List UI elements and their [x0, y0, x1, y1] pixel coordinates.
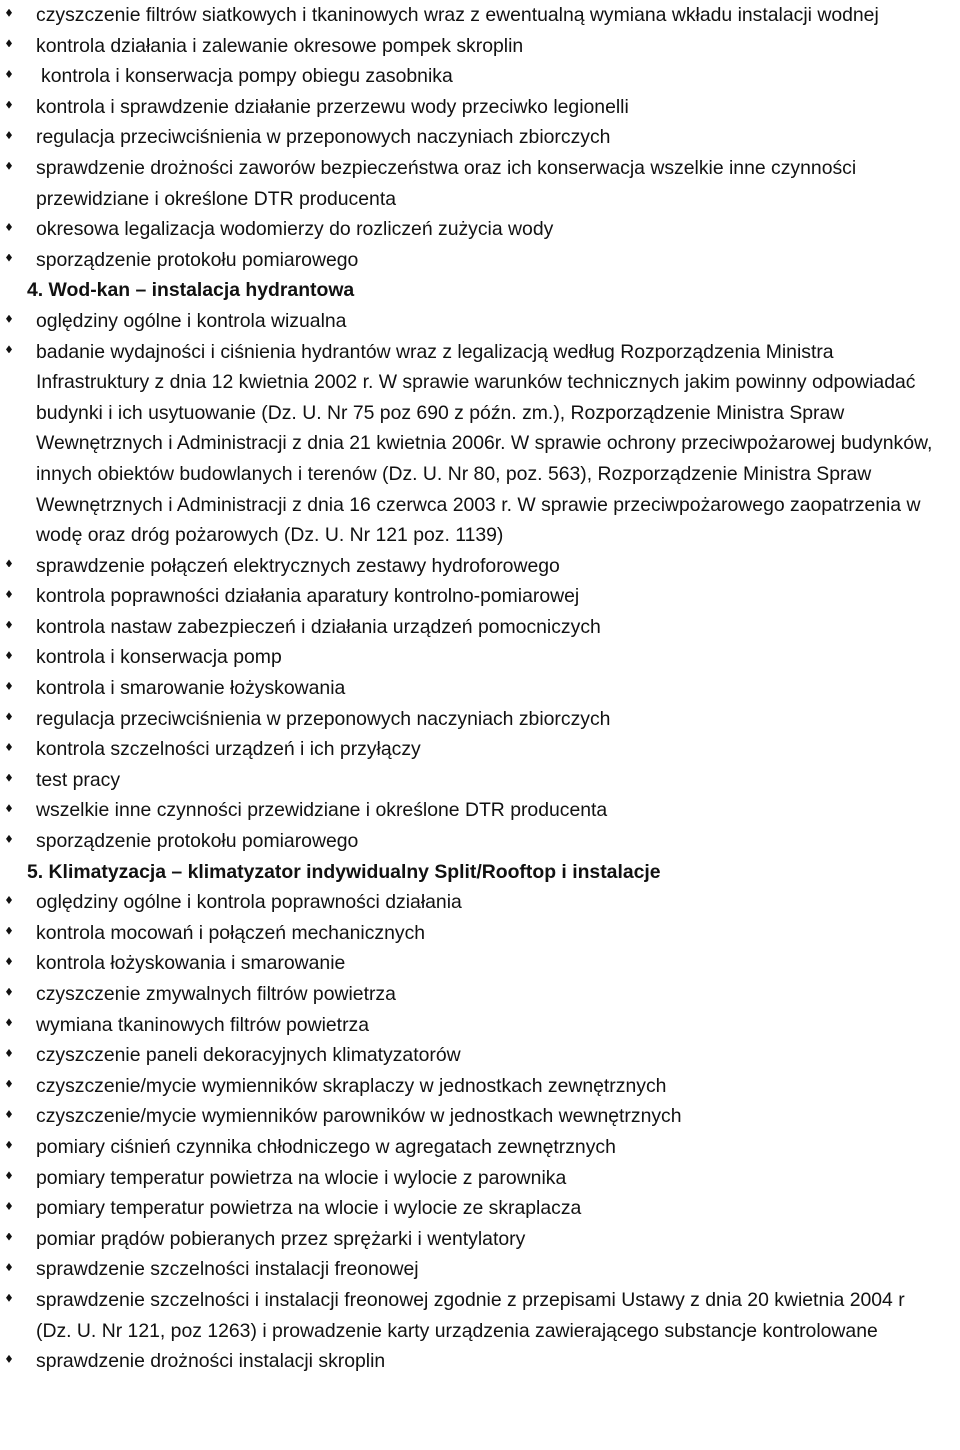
list-item: kontrola i konserwacja pompy obiegu zasobnika: [0, 61, 936, 92]
diamond-bullet-icon: [1, 704, 17, 735]
list-item: sprawdzenie szczelności instalacji freonowej: [0, 1254, 936, 1285]
diamond-bullet-icon: [1, 245, 17, 276]
list-item: test pracy: [0, 765, 936, 796]
diamond-bullet-icon: [1, 337, 17, 368]
diamond-bullet-icon: [1, 673, 17, 704]
list-item: sprawdzenie drożności instalacji skroplin: [0, 1346, 936, 1377]
diamond-bullet-icon: [1, 1101, 17, 1132]
section-heading: 4. Wod-kan – instalacja hydrantowa: [27, 279, 355, 302]
list-item: czyszczenie/mycie wymienników skraplaczy w jednostkach zewnętrznych: [0, 1071, 936, 1102]
list-item: sprawdzenie połączeń elektrycznych zestawy hydroforowego: [0, 551, 936, 582]
list-item: sporządzenie protokołu pomiarowego: [0, 245, 936, 276]
list-item: czyszczenie zmywalnych filtrów powietrza: [0, 979, 936, 1010]
diamond-bullet-icon: [1, 31, 17, 62]
diamond-bullet-icon: [1, 1254, 17, 1285]
list-item: pomiar prądów pobieranych przez sprężarki i wentylatory: [0, 1224, 936, 1255]
diamond-bullet-icon: [1, 1285, 17, 1316]
diamond-bullet-icon: [1, 61, 17, 92]
diamond-bullet-icon: [1, 581, 17, 612]
list-item: sporządzenie protokołu pomiarowego: [0, 826, 936, 857]
diamond-bullet-icon: [1, 612, 17, 643]
list-item: kontrola poprawności działania aparatury kontrolno-pomiarowej: [0, 581, 936, 612]
list-item: kontrola szczelności urządzeń i ich przyłączy: [0, 734, 936, 765]
list-item: kontrola i sprawdzenie działanie przerzewu wody przeciwko legionelli: [0, 92, 936, 123]
diamond-bullet-icon: [1, 92, 17, 123]
diamond-bullet-icon: [1, 1040, 17, 1071]
list-item: czyszczenie/mycie wymienników parowników w jednostkach wewnętrznych: [0, 1101, 936, 1132]
diamond-bullet-icon: [1, 1010, 17, 1041]
list-item: okresowa legalizacja wodomierzy do rozliczeń zużycia wody: [0, 214, 936, 245]
diamond-bullet-icon: [1, 1163, 17, 1194]
diamond-bullet-icon: [1, 765, 17, 796]
list-item: sprawdzenie drożności zaworów bezpieczeństwa oraz ich konserwacja wszelkie inne czynności przewidziane i określone DTR producenta: [0, 153, 936, 214]
list-item: wymiana tkaninowych filtrów powietrza: [0, 1010, 936, 1041]
diamond-bullet-icon: [1, 214, 17, 245]
diamond-bullet-icon: [1, 306, 17, 337]
list-item: regulacja przeciwciśnienia w przeponowych naczyniach zbiorczych: [0, 704, 936, 735]
diamond-bullet-icon: [1, 1193, 17, 1224]
diamond-bullet-icon: [1, 887, 17, 918]
section-water-installation: [0, 0, 936, 275]
section-air-conditioning: [0, 857, 936, 1377]
list-item: sprawdzenie szczelności i instalacji freonowej zgodnie z przepisami Ustawy z dnia 20 kwietnia 2004 r (Dz. U. Nr 121, poz 1263) i prowadzenie karty urządzenia zawierającego substancje kontrolowane: [0, 1285, 936, 1346]
list-item: kontrola nastaw zabezpieczeń i działania urządzeń pomocniczych: [0, 612, 936, 643]
list-item: oględziny ogólne i kontrola wizualna: [0, 306, 936, 337]
diamond-bullet-icon: [1, 1071, 17, 1102]
list-item: oględziny ogólne i kontrola poprawności działania: [0, 887, 936, 918]
diamond-bullet-icon: [1, 1132, 17, 1163]
diamond-bullet-icon: [1, 734, 17, 765]
list-item: czyszczenie filtrów siatkowych i tkaninowych wraz z ewentualną wymiana wkładu instalacji wodnej: [0, 0, 936, 31]
diamond-bullet-icon: [1, 122, 17, 153]
diamond-bullet-icon: [1, 979, 17, 1010]
diamond-bullet-icon: [1, 551, 17, 582]
list-item: badanie wydajności i ciśnienia hydrantów wraz z legalizacją według Rozporządzenia Ministra Infrastruktury z dnia 12 kwietnia 2002 r. W sprawie warunków technicznych jakim powinny odpowiadać budynki i ich usytuowanie (Dz. U. Nr 75 poz 690 z późn. zm.), Rozporządzenie Ministra Spraw Wewnętrznych i Administracji z dnia 21 kwietnia 2006r. W sprawie ochrony przeciwpożarowej budynków, innych obiektów budowlanych i terenów (Dz. U. Nr 80, poz. 563), Rozporządzenie Ministra Spraw Wewnętrznych i Administracji z dnia 16 czerwca 2003 r. W sprawie przeciwpożarowego zaopatrzenia w wodę oraz dróg pożarowych (Dz. U. Nr 121 poz. 1139): [0, 337, 936, 551]
list-item: kontrola i smarowanie łożyskowania: [0, 673, 936, 704]
list-item: kontrola łożyskowania i smarowanie: [0, 948, 936, 979]
diamond-bullet-icon: [1, 826, 17, 857]
diamond-bullet-icon: [1, 0, 17, 31]
section-heading: 5. Klimatyzacja – klimatyzator indywidualny Split/Rooftop i instalacje: [27, 860, 661, 883]
list-item: regulacja przeciwciśnienia w przeponowych naczyniach zbiorczych: [0, 122, 936, 153]
diamond-bullet-icon: [1, 642, 17, 673]
list-item: kontrola i konserwacja pomp: [0, 642, 936, 673]
list-item: wszelkie inne czynności przewidziane i określone DTR producenta: [0, 795, 936, 826]
section-hydrant-installation: [0, 275, 936, 856]
list-item: kontrola mocowań i połączeń mechanicznych: [0, 918, 936, 949]
diamond-bullet-icon: [1, 918, 17, 949]
diamond-bullet-icon: [1, 948, 17, 979]
diamond-bullet-icon: [1, 795, 17, 826]
diamond-bullet-icon: [1, 1224, 17, 1255]
list-item: pomiary ciśnień czynnika chłodniczego w agregatach zewnętrznych: [0, 1132, 936, 1163]
diamond-bullet-icon: [1, 153, 17, 184]
list-item: pomiary temperatur powietrza na wlocie i wylocie z parownika: [0, 1163, 936, 1194]
list-item: kontrola działania i zalewanie okresowe pompek skroplin: [0, 31, 936, 62]
list-item: czyszczenie paneli dekoracyjnych klimatyzatorów: [0, 1040, 936, 1071]
diamond-bullet-icon: [1, 1346, 17, 1377]
list-item: pomiary temperatur powietrza na wlocie i wylocie ze skraplacza: [0, 1193, 936, 1224]
